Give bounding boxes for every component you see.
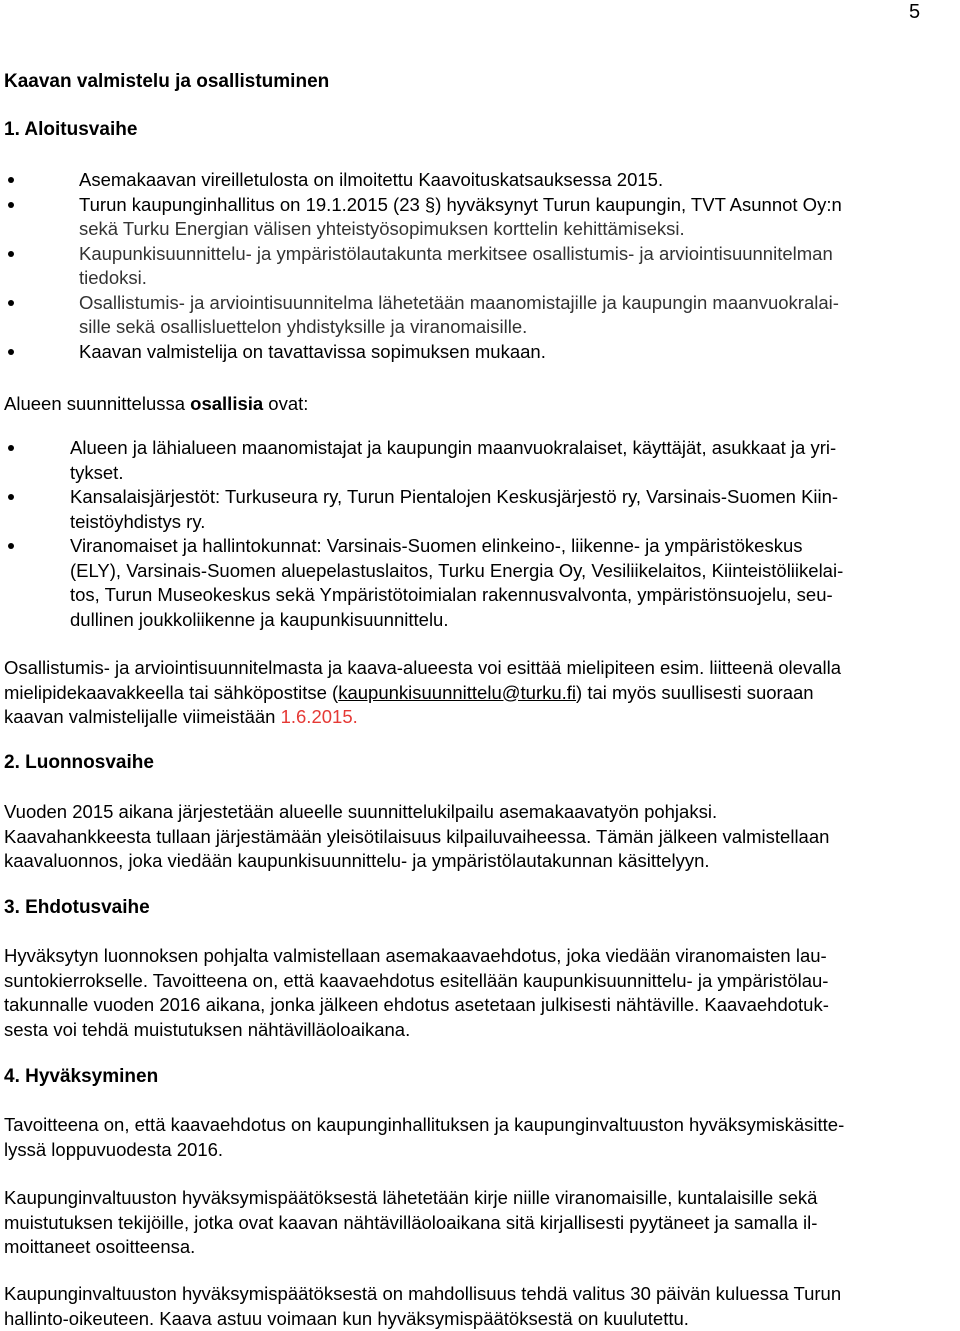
paragraph-line: kaavaluonnos, joka viedään kaupunkisuunnittelu- ja ympäristölautakunnan käsittelyyn. xyxy=(4,849,954,874)
deadline-date: 1.6.2015. xyxy=(281,706,358,727)
list-item xyxy=(0,340,960,365)
list-item xyxy=(0,291,960,340)
paragraph-line: suntokierrokselle. Tavoitteena on, että kaavaehdotus esitellään kaupunkisuunnittelu- ja ympäristölau- xyxy=(4,969,954,994)
list-item xyxy=(0,436,960,485)
list-item-text: dullinen joukkoliikenne ja kaupunkisuunnittelu. xyxy=(70,608,960,633)
section-2-heading: 2. Luonnosvaihe xyxy=(4,751,154,775)
bullet-icon xyxy=(8,300,14,306)
bullet-icon xyxy=(8,202,14,208)
list-item-text: teistöyhdistys ry. xyxy=(70,510,960,535)
list-item-text: Kaupunkisuunnittelu- ja ympäristölautakunta merkitsee osallistumis- ja arviointisuunnitelman xyxy=(79,242,960,267)
paragraph-line: Kaupunginvaltuuston hyväksymispäätöksestä on mahdollisuus tehdä valitus 30 päivän kuluessa Turun xyxy=(4,1282,954,1307)
list-item xyxy=(0,168,960,193)
page-title: Kaavan valmistelu ja osallistuminen xyxy=(4,70,329,94)
participants-list xyxy=(0,436,960,632)
section-1-heading: 1. Aloitusvaihe xyxy=(4,118,137,142)
paragraph-line: Tavoitteena on, että kaavaehdotus on kaupunginhallituksen ja kaupunginvaltuuston hyväksymiskäsitte- xyxy=(4,1113,954,1138)
list-item-text: Kaavan valmistelija on tavattavissa sopimuksen mukaan. xyxy=(79,340,960,365)
paragraph-line: lyssä loppuvuodesta 2016. xyxy=(4,1138,954,1163)
list-item xyxy=(0,242,960,291)
list-item-text: sille sekä osallisluettelon yhdistyksille ja viranomaisille. xyxy=(79,315,960,340)
email-link[interactable]: kaupunkisuunnittelu@turku.fi xyxy=(338,682,576,703)
bullet-icon xyxy=(8,251,14,257)
bullet-icon xyxy=(8,177,14,183)
intro-bold-text: osallisia xyxy=(190,393,263,414)
bullet-icon xyxy=(8,494,14,500)
paragraph-line: Osallistumis- ja arviointisuunnitelmasta ja kaava-alueesta voi esittää mielipiteen esim. liitteenä olevalla xyxy=(4,656,954,681)
paragraph-line: moittaneet osoitteensa. xyxy=(4,1235,954,1260)
paragraph-line: Kaavahankkeesta tullaan järjestämään yleisötilaisuus kilpailuvaiheessa. Tämän jälkeen valmistellaan xyxy=(4,825,954,850)
list-item-text: sekä Turku Energian välisen yhteistyösopimuksen korttelin kehittämiseksi. xyxy=(79,217,960,242)
list-item xyxy=(0,485,960,534)
bullet-icon xyxy=(8,349,14,355)
intro-text: ovat: xyxy=(263,393,308,414)
list-item xyxy=(0,534,960,632)
list-item-text: tos, Turun Museokeskus sekä Ympäristötoimialan rakennusvalvonta, ympäristönsuojelu, seu- xyxy=(70,583,960,608)
section-4-heading: 4. Hyväksyminen xyxy=(4,1065,158,1089)
paragraph-line xyxy=(4,681,954,706)
list-item-text: Alueen ja lähialueen maanomistajat ja kaupungin maanvuokralaiset, käyttäjät, asukkaat ja yri- xyxy=(70,436,960,461)
text-span: kaavan valmistelijalle viimeistään xyxy=(4,706,281,727)
bullet-icon xyxy=(8,543,14,549)
paragraph-line: Vuoden 2015 aikana järjestetään alueelle suunnittelukilpailu asemakaavatyön pohjaksi. xyxy=(4,800,954,825)
participants-intro xyxy=(4,392,954,417)
bullet-icon xyxy=(8,445,14,451)
list-item-text: Kansalaisjärjestöt: Turkuseura ry, Turun Pientalojen Keskusjärjestö ry, Varsinais-Suomen Kiin- xyxy=(70,485,960,510)
paragraph-line: sesta voi tehdä muistutuksen nähtävilläoloaikana. xyxy=(4,1018,954,1043)
paragraph-line: Kaupunginvaltuuston hyväksymispäätöksestä lähetetään kirje niille viranomaisille, kuntalaisille sekä xyxy=(4,1186,954,1211)
section-3-paragraph xyxy=(4,944,954,1042)
list-item-text: Osallistumis- ja arviointisuunnitelma lähetetään maanomistajille ja kaupungin maanvuokralai- xyxy=(79,291,960,316)
list-item-text: tykset. xyxy=(70,461,960,486)
paragraph-line: takunnalle vuoden 2016 aikana, jonka jälkeen ehdotus asetetaan julkisesti nähtäville. Kaavaehdotuk- xyxy=(4,993,954,1018)
paragraph-line: hallinto-oikeuteen. Kaava astuu voimaan kun hyväksymispäätöksestä on kuulutettu. xyxy=(4,1307,954,1331)
text-span: ) tai myös suullisesti suoraan xyxy=(576,682,814,703)
intro-text: Alueen suunnittelussa xyxy=(4,393,190,414)
paragraph-line xyxy=(4,705,954,730)
list-item-text: Turun kaupunginhallitus on 19.1.2015 (23 §) hyväksynyt Turun kaupungin, TVT Asunnot Oy:n xyxy=(79,193,960,218)
list-item-text: Asemakaavan vireilletulosta on ilmoitettu Kaavoituskatsauksessa 2015. xyxy=(79,168,960,193)
paragraph-line: Hyväksytyn luonnoksen pohjalta valmistellaan asemakaavaehdotus, joka viedään viranomaisten lau- xyxy=(4,944,954,969)
list-item-text: Viranomaiset ja hallintokunnat: Varsinais-Suomen elinkeino-, liikenne- ja ympäristökeskus xyxy=(70,534,960,559)
section-2-paragraph xyxy=(4,800,954,874)
opinion-paragraph xyxy=(4,656,954,730)
list-item-text: tiedoksi. xyxy=(79,266,960,291)
text-span: mielipidekaavakkeella tai sähköpostitse ( xyxy=(4,682,338,703)
page-number: 5 xyxy=(909,0,920,24)
aloitusvaihe-list xyxy=(0,168,960,364)
list-item xyxy=(0,193,960,242)
section-4-paragraph-1 xyxy=(4,1113,954,1162)
section-4-paragraph-2 xyxy=(4,1186,954,1260)
section-3-heading: 3. Ehdotusvaihe xyxy=(4,896,150,920)
section-4-paragraph-3 xyxy=(4,1282,954,1331)
list-item-text: (ELY), Varsinais-Suomen aluepelastuslaitos, Turku Energia Oy, Vesiliikelaitos, Kiinteistöliikelai- xyxy=(70,559,960,584)
paragraph-line: muistutuksen tekijöille, jotka ovat kaavan nähtävilläoloaikana sitä kirjallisesti pyytäneet ja samalla il- xyxy=(4,1211,954,1236)
